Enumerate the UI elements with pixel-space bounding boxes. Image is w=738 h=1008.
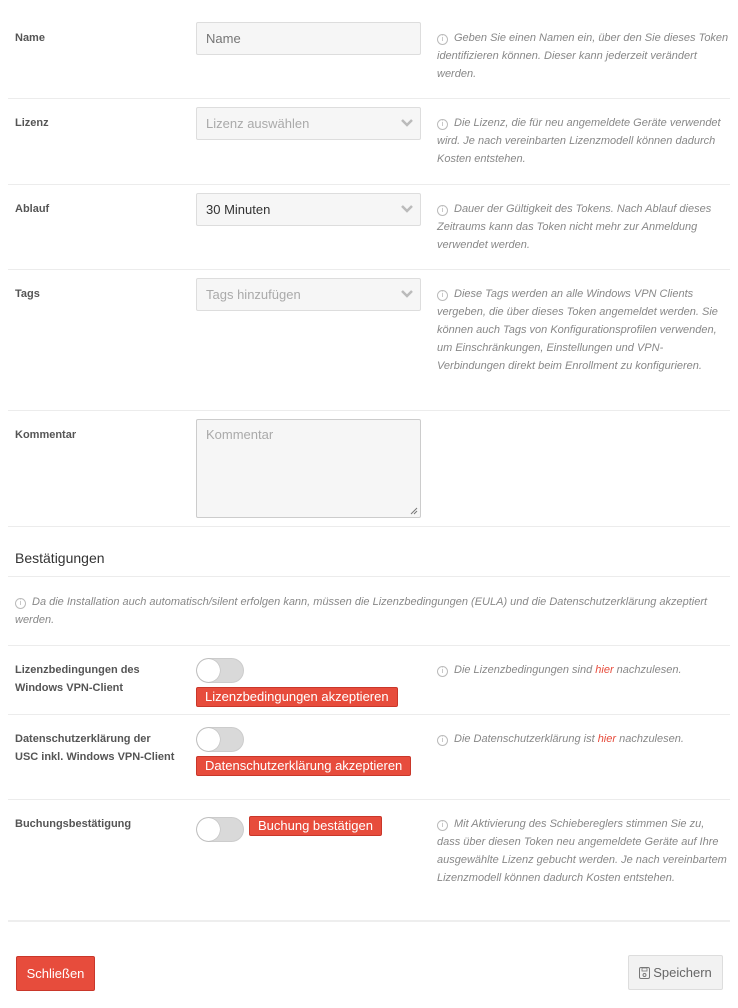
expiry-row [8,185,730,270]
comment-textarea[interactable] [196,419,421,518]
expiry-select[interactable] [196,193,421,226]
eula-badge: Lizenzbedingungen akzeptieren [196,687,398,707]
info-icon: i [437,735,448,746]
name-label: Name [15,32,45,44]
floppy-disk-icon [639,967,650,979]
info-icon: i [437,205,448,216]
toggle-knob [197,728,220,751]
tags-label: Tags [15,288,40,300]
comment-placeholder: Kommentar [206,427,274,442]
eula-link[interactable]: hier [595,664,614,676]
license-help: i Die Lizenz, die für neu angemeldete Geräte verwendet wird. Je nach vereinbarten Lizenzmodell können dadurch Kosten entstehen. [437,117,721,165]
info-icon: i [437,666,448,677]
license-select-placeholder: Lizenz auswählen [206,116,310,131]
confirmations-intro: i Da die Installation auch automatisch/silent erfolgen kann, müssen die Lizenzbedingungen (EULA) und die Datenschutzerklärung akzeptiert werden. [15,596,708,626]
save-button[interactable] [628,955,723,990]
info-icon: i [437,820,448,831]
privacy-badge: Datenschutzerklärung akzeptieren [196,756,411,776]
toggle-knob [197,659,220,682]
resize-handle-icon[interactable] [410,507,418,515]
expiry-label: Ablauf [15,203,50,215]
booking-label: Buchungsbestätigung [15,818,132,830]
expiry-select-value: 30 Minuten [206,202,271,217]
privacy-link[interactable]: hier [597,733,617,745]
expiry-help: i Dauer der Gültigkeit des Tokens. Nach Ablauf dieses Zeitraums kann das Token nicht mehr zur Anmeldung verwendet werden. [437,203,712,251]
eula-label: Lizenzbedingungen des Windows VPN-Client [15,664,140,694]
privacy-toggle[interactable] [196,727,244,752]
save-label: Speichern [653,965,712,980]
comment-row [8,411,730,527]
close-button[interactable]: Schließen [16,956,95,991]
info-icon: i [437,119,448,130]
tags-help: i Diese Tags werden an alle Windows VPN Clients vergeben, die über dieses Token angemeldet werden. Sie können auch Tags von Konfigurationsprofilen verwenden, um Einschränkungen, Einstellungen und VPN-Verbindungen direkt beim Enrollment zu konfigurieren. [437,288,718,372]
booking-badge: Buchung bestätigen [249,816,382,836]
name-help: i Geben Sie einen Namen ein, über den Sie dieses Token identifizieren können. Dieser kann jederzeit verändert werden. [437,32,729,80]
eula-toggle[interactable] [196,658,244,683]
name-input[interactable] [196,22,421,55]
tags-select-placeholder: Tags hinzufügen [206,287,301,302]
eula-help: i Die Lizenzbedingungen sind hier nachzulesen. [437,661,729,679]
info-icon: i [437,34,448,45]
confirmations-title-divider [8,527,730,577]
confirmations-title: Bestätigungen [15,550,105,566]
license-label: Lizenz [15,117,49,129]
tags-select[interactable] [196,278,421,311]
booking-toggle[interactable] [196,817,244,842]
confirmations-intro-row [8,577,730,646]
chevron-down-icon [401,290,413,298]
name-row [8,0,730,99]
info-icon: i [15,598,26,609]
privacy-help: i Die Datenschutzerklärung ist hier nachzulesen. [437,730,729,748]
tags-row [8,270,730,411]
chevron-down-icon [401,119,413,127]
license-row [8,99,730,185]
chevron-down-icon [401,205,413,213]
privacy-row [8,715,730,800]
info-icon: i [437,290,448,301]
license-select[interactable] [196,107,421,140]
toggle-knob [197,818,220,841]
eula-row [8,646,730,715]
booking-row [8,800,730,922]
comment-label: Kommentar [15,429,77,441]
booking-help: i Mit Aktivierung des Schiebereglers stimmen Sie zu, dass über diesen Token neu angemeldete Geräte auf Ihre ausgewählte Lizenz gebucht werden. Je nach vereinbartem Lizenzmodell können dadurch Kosten entstehen. [437,818,727,884]
privacy-label: Datenschutzerklärung der USC inkl. Windows VPN-Client [15,733,175,763]
